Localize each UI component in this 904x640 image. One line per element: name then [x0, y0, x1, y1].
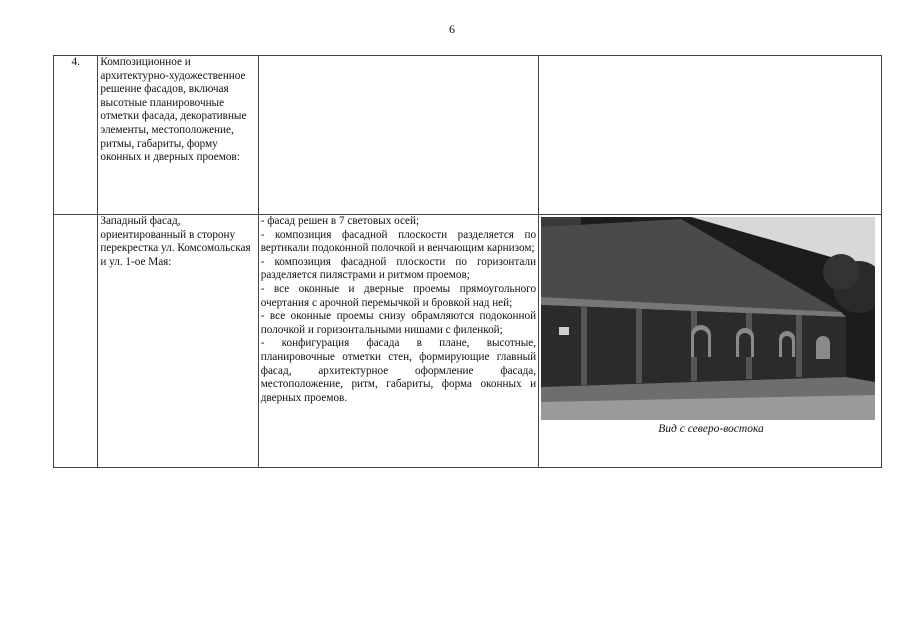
document-table: [53, 55, 882, 468]
building-photo: [541, 217, 875, 420]
list-item: - композиция фасадной плоскости по горизонтали разделяется пилястрами и ритмом проемов;: [260, 255, 537, 282]
section-title: Композиционное и архитектурно-художественное решение фасадов, включая высотные планировочные отметки фасада, декоративные элементы, местоположение, ритмы, габариты, форму оконных и дверных проемов:: [98, 56, 258, 215]
table-row: [54, 56, 882, 215]
empty-cell: [539, 56, 882, 215]
list-item: - конфигурация фасада в плане, высотные, планировочные отметки стен, формирующие главный фасад, архитектурное оформление фасада, местоположение, ритм, габариты, форма оконных и дверных проемов.: [260, 337, 537, 404]
page-number: 6: [449, 22, 455, 36]
table-row: [54, 215, 882, 468]
empty-cell: [258, 56, 538, 215]
row-number: 4.: [54, 56, 98, 215]
empty-cell: [54, 215, 98, 468]
photo-cell: [539, 215, 882, 468]
list-item: - фасад решен в 7 световых осей;: [260, 215, 420, 227]
list-item: - все оконные проемы снизу обрамляются подоконной полочкой и горизонтальными нишами с филенкой;: [260, 310, 537, 336]
facade-description: [258, 215, 538, 468]
list-item: - композиция фасадной плоскости разделяется по вертикали подоконной полочкой и венчающим карнизом;: [260, 228, 537, 255]
facade-label: Западный фасад, ориентированный в сторону перекрестка ул. Комсомольская и ул. 1-ое Мая:: [98, 215, 258, 468]
list-item: - все оконные и дверные проемы прямоугольного очертания с арочной перемычкой и бровкой над ней;: [260, 282, 537, 309]
photo-caption: Вид с северо-востока: [658, 423, 764, 435]
